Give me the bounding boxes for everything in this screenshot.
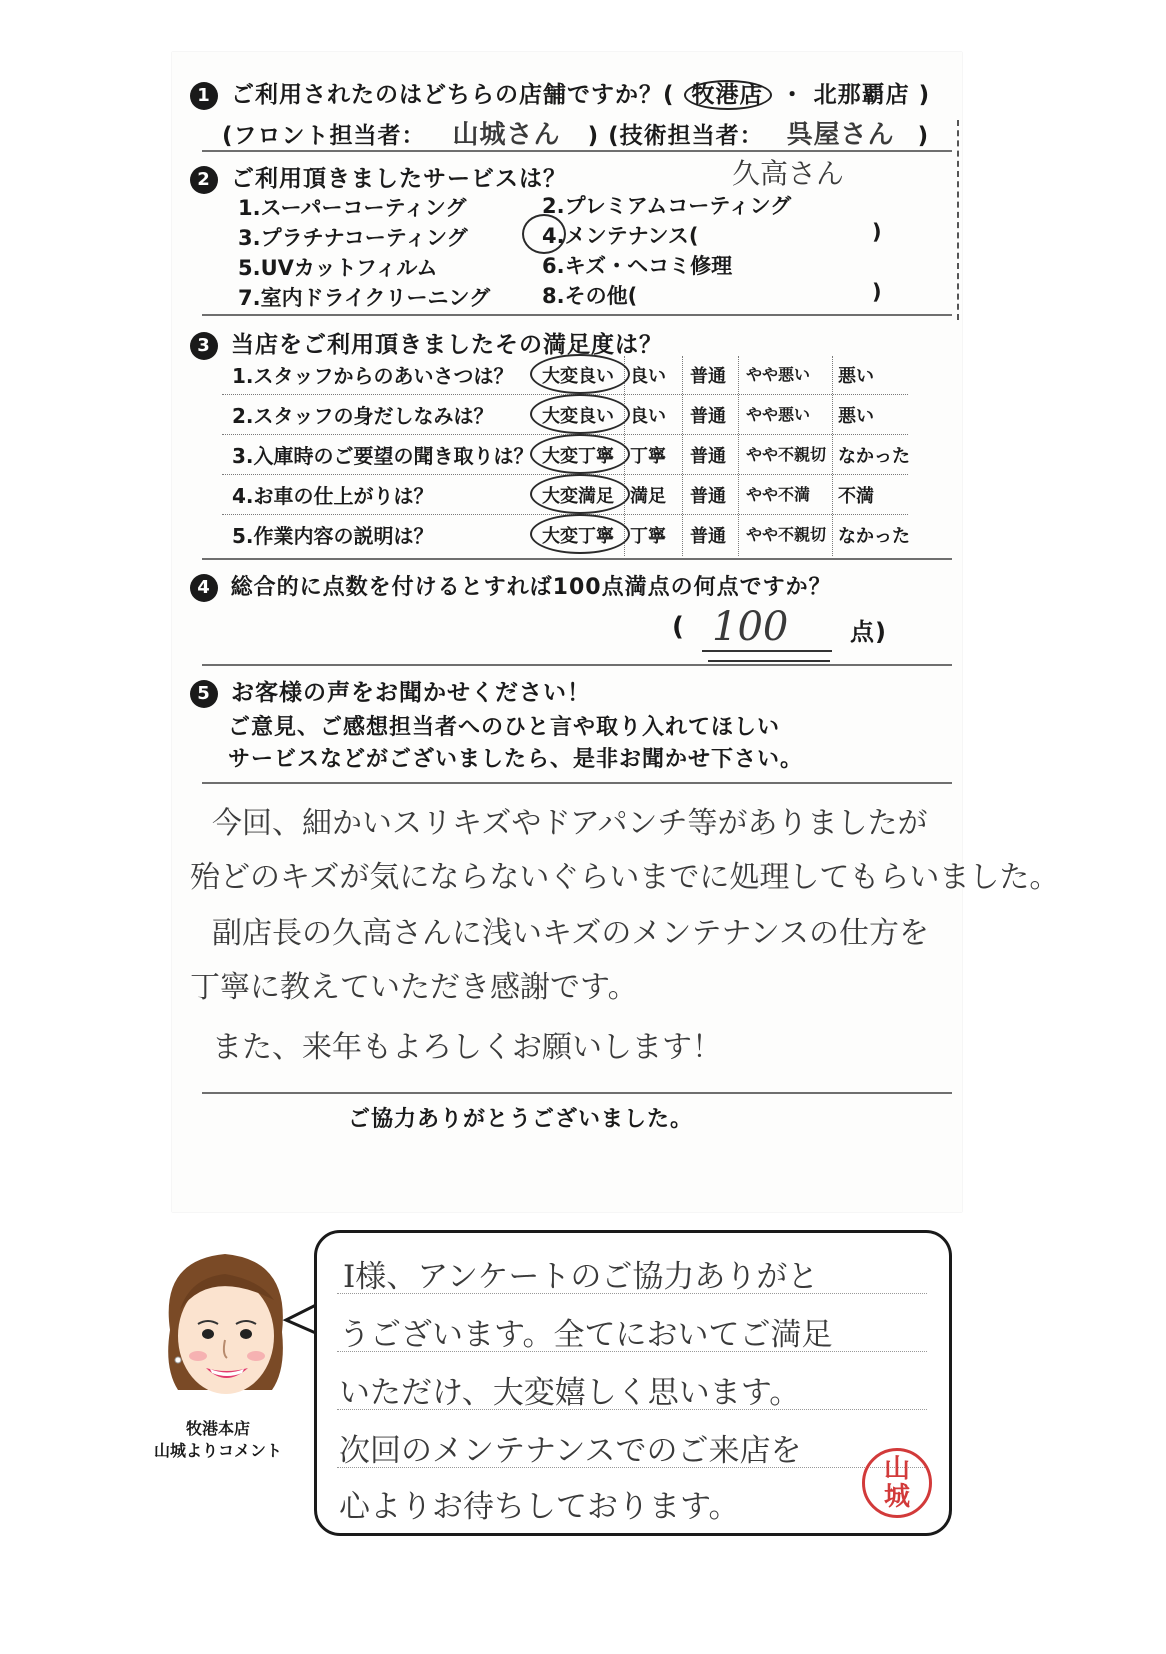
q5-number: 5 xyxy=(190,680,218,708)
satisfaction-option: 普通 xyxy=(690,366,726,387)
satisfaction-option: なかった xyxy=(838,526,910,547)
satisfaction-option: 良い xyxy=(630,366,666,387)
satisfaction-option: 満足 xyxy=(630,486,666,507)
satisfaction-option: 丁寧 xyxy=(630,526,666,547)
q1-store-makiminato: 牧港店 xyxy=(684,80,772,110)
satisfaction-option: 大変丁寧 xyxy=(542,446,614,467)
q1-separator: ・ xyxy=(780,82,805,108)
service-8-close: ) xyxy=(872,280,882,304)
comment-line-5: また、来年もよろしくお願いします！ xyxy=(212,1030,722,1065)
satisfaction-row-question: 1.スタッフからのあいさつは？ xyxy=(232,364,514,388)
selected-option-circle xyxy=(530,354,630,394)
q5-sub1: ご意見、ご感想担当者へのひと言や取り入れてほしい xyxy=(228,715,781,740)
q4-score: 100 xyxy=(712,604,789,650)
selected-option-circle xyxy=(530,434,630,474)
q5-text: お客様の声をお聞かせください！ xyxy=(231,680,592,706)
tech-staff-value: 呉屋さん xyxy=(786,120,895,150)
tech-staff-label: (技術担当者： xyxy=(608,123,764,149)
q1-number: 1 xyxy=(190,82,218,110)
survey-card xyxy=(172,52,1060,1212)
table-col-divider xyxy=(738,356,739,556)
yamashiro-stamp xyxy=(862,1448,932,1518)
stamp-text: 山城 xyxy=(883,1454,910,1512)
satisfaction-row-question: 5.作業内容の説明は？ xyxy=(232,524,434,548)
q4-score-underline-2 xyxy=(708,660,830,662)
divider-4 xyxy=(202,664,952,666)
selected-option-circle xyxy=(530,474,630,514)
q2-question xyxy=(190,160,567,194)
satisfaction-option: 普通 xyxy=(690,486,726,507)
front-staff-label: (フロント担当者： xyxy=(222,123,426,149)
service-8: 8.その他( xyxy=(542,284,638,308)
q4-number: 4 xyxy=(190,574,218,602)
reply-line-1: I様、アンケートのご協力ありがと xyxy=(343,1259,819,1295)
satisfaction-option: やや悪い xyxy=(746,405,811,424)
q5-sub2: サービスなどがございましたら、是非お聞かせ下さい。 xyxy=(228,747,804,772)
table-col-divider xyxy=(832,356,833,556)
satisfaction-option: やや不親切 xyxy=(746,445,827,464)
q4-unit: 点) xyxy=(850,618,887,646)
q1-question xyxy=(190,76,930,110)
service-4-circle xyxy=(522,214,566,254)
comment-line-3: 副店長の久高さんに浅いキズのメンテナンスの仕方を xyxy=(212,916,929,951)
service-7: 7.室内ドライクリーニング xyxy=(238,286,491,310)
satisfaction-row-question: 3.入庫時のご要望の聞き取りは？ xyxy=(232,444,534,468)
staff-face-illustration xyxy=(150,1240,300,1420)
satisfaction-option: なかった xyxy=(838,446,910,467)
q1-staff-line xyxy=(222,114,929,151)
satisfaction-option: やや不親切 xyxy=(746,525,827,544)
service-1: 1.スーパーコーティング xyxy=(238,196,467,220)
reply-line-4: 次回のメンテナンスでのご来店を xyxy=(339,1433,802,1469)
thanks-text: ご協力ありがとうございました。 xyxy=(348,1107,694,1132)
service-2: 2.プレミアムコーティング xyxy=(542,194,792,218)
q5-question xyxy=(190,674,591,708)
q4-score-underline-1 xyxy=(702,650,832,652)
q3-number: 3 xyxy=(190,332,218,360)
reply-line-2: うございます。全てにおいてご満足 xyxy=(339,1317,833,1353)
satisfaction-option: 良い xyxy=(630,406,666,427)
satisfaction-option: 丁寧 xyxy=(630,446,666,467)
service-6: 6.キズ・ヘコミ修理 xyxy=(542,254,733,278)
divider-3 xyxy=(202,558,952,560)
q4-open-paren: ( xyxy=(672,612,685,642)
tech-staff-close: ) xyxy=(917,123,930,149)
satisfaction-option: 普通 xyxy=(690,446,726,467)
reply-line-5: 心よりお待ちしております。 xyxy=(339,1489,740,1525)
satisfaction-option: 普通 xyxy=(690,406,726,427)
selected-option-circle xyxy=(530,394,630,434)
staff-caption xyxy=(148,1418,288,1462)
service-3: 3.プラチナコーティング xyxy=(238,226,468,250)
satisfaction-option: やや不満 xyxy=(746,485,811,504)
q3-text: 当店をご利用頂きましたその満足度は？ xyxy=(231,332,664,358)
table-col-divider xyxy=(682,356,683,556)
q4-text: 総合的に点数を付けるとすれば100点満点の何点ですか？ xyxy=(230,575,832,600)
satisfaction-row-question: 4.お車の仕上がりは？ xyxy=(232,484,434,508)
satisfaction-option: 大変良い xyxy=(542,406,614,427)
satisfaction-option: 悪い xyxy=(838,366,874,387)
comment-line-1: 今回、細かいスリキズやドアパンチ等がありましたが xyxy=(212,806,928,841)
satisfaction-option: 悪い xyxy=(838,406,874,427)
service-4-close: ) xyxy=(872,220,882,244)
divider-2 xyxy=(202,314,952,316)
tech-staff-value-2: 久高さん xyxy=(732,157,845,190)
front-staff-value: 山城さん xyxy=(452,120,561,150)
service-4: 4.メンテナンス( xyxy=(542,224,699,248)
margin-dash-rule xyxy=(957,120,959,320)
satisfaction-option: やや悪い xyxy=(746,365,811,384)
comment-line-4: 丁寧に教えていただき感謝です。 xyxy=(190,970,638,1005)
satisfaction-option: 大変丁寧 xyxy=(542,526,614,547)
comment-line-2: 殆どのキズが気にならないぐらいまでに処理してもらいました。 xyxy=(190,860,1060,895)
reply-bubble xyxy=(314,1230,952,1536)
q2-number: 2 xyxy=(190,166,218,194)
caption-comment: 山城よりコメント xyxy=(153,1441,282,1460)
q4-question xyxy=(190,570,832,602)
service-5: 5.UVカットフィルム xyxy=(238,256,438,280)
divider-5 xyxy=(202,782,952,784)
divider-6 xyxy=(202,1092,952,1094)
reply-line-3: いただけ、大変嬉しく思います。 xyxy=(339,1375,801,1411)
q1-text: ご利用されたのはどちらの店舗ですか？( xyxy=(231,82,675,108)
satisfaction-option: 普通 xyxy=(690,526,726,547)
q2-text: ご利用頂きましたサービスは？ xyxy=(231,166,568,192)
selected-option-circle xyxy=(530,514,630,554)
satisfaction-row-question: 2.スタッフの身だしなみは？ xyxy=(232,404,494,428)
satisfaction-option: 不満 xyxy=(838,486,874,507)
caption-store: 牧港本店 xyxy=(185,1419,250,1438)
q1-close: ) xyxy=(918,82,931,108)
q1-store-kitanaha: 北那覇店 xyxy=(813,82,910,108)
front-staff-close: ) xyxy=(587,123,600,149)
satisfaction-option: 大変良い xyxy=(542,366,614,387)
satisfaction-option: 大変満足 xyxy=(542,486,614,507)
